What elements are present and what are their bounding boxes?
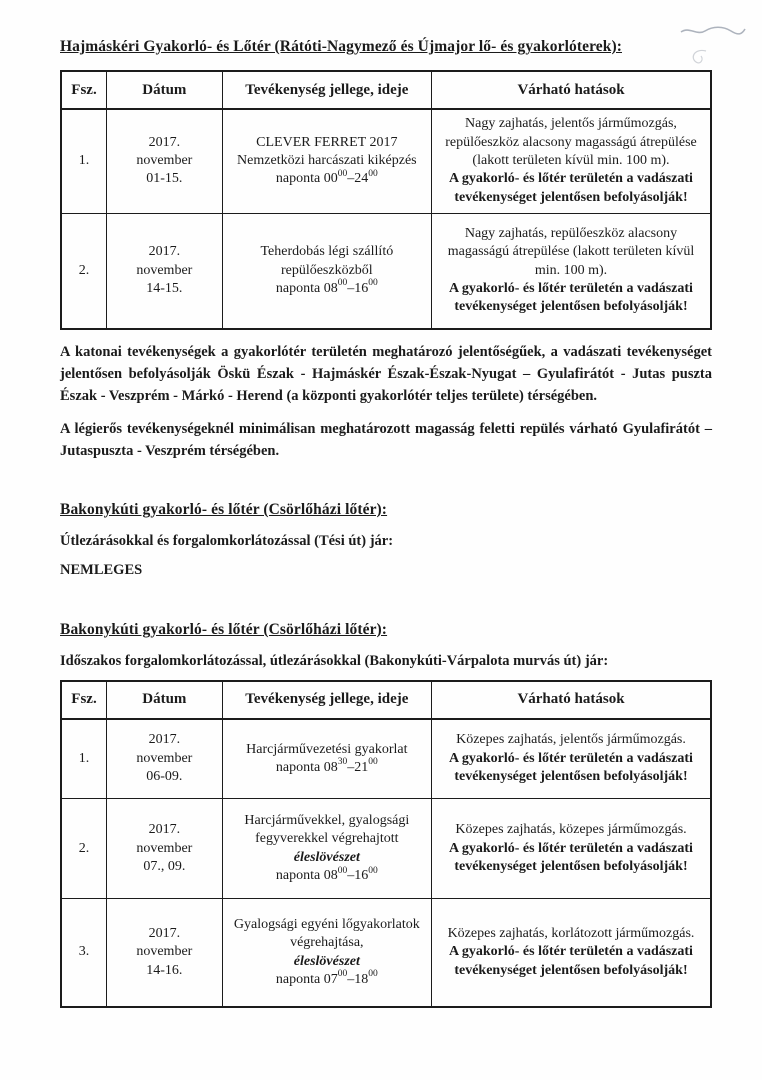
document-content bbox=[60, 38, 712, 1018]
time-start-minutes: 30 bbox=[337, 757, 348, 768]
header-effects: Várható hatások bbox=[431, 71, 711, 109]
activity-live-fire-label: éleslövészet bbox=[293, 953, 360, 969]
header-fsz: Fsz. bbox=[61, 681, 107, 719]
header-datum: Dátum bbox=[107, 681, 223, 719]
cell-effects bbox=[431, 899, 711, 1007]
cell-activity bbox=[222, 899, 431, 1007]
time-start-minutes: 00 bbox=[337, 278, 348, 289]
activity-time bbox=[230, 759, 424, 777]
time-start-minutes: 00 bbox=[337, 865, 348, 876]
date-days: 06-09. bbox=[146, 769, 183, 785]
table-row bbox=[61, 213, 711, 329]
time-start: naponta 08 bbox=[275, 760, 338, 775]
time-end-minutes: 00 bbox=[368, 969, 378, 980]
cell-fsz: 2. bbox=[61, 213, 107, 329]
time-start-minutes: 00 bbox=[337, 168, 348, 179]
activity-live-fire-label: éleslövészet bbox=[293, 849, 360, 865]
section2-heading: Bakonykúti gyakorló- és lőtér (Csörlőházi lőtér): bbox=[60, 500, 388, 518]
table-row bbox=[61, 109, 711, 213]
header-fsz: Fsz. bbox=[61, 71, 107, 109]
time-end: –16 bbox=[347, 868, 369, 884]
table-row bbox=[61, 719, 711, 799]
activity-text: Teherdobás légi szállító repülőeszközből bbox=[260, 244, 394, 278]
activity-text: Harcjárművezetési gyakorlat bbox=[246, 741, 408, 757]
time-end: –24 bbox=[347, 171, 369, 187]
section2-answer: NEMLEGES bbox=[60, 561, 143, 578]
section1-heading: Hajmáskéri Gyakorló- és Lőtér (Rátóti-Nagymező és Újmajor lő- és gyakorlóterek): bbox=[60, 38, 622, 55]
spacer bbox=[60, 605, 712, 621]
time-start: naponta 07 bbox=[275, 971, 338, 987]
cell-datum bbox=[107, 899, 223, 1007]
activity-time bbox=[230, 280, 424, 298]
time-start: naponta 08 bbox=[275, 280, 338, 296]
time-end-minutes: 00 bbox=[368, 757, 378, 768]
cell-effects bbox=[431, 719, 711, 799]
header-activity: Tevékenység jellege, ideje bbox=[222, 681, 431, 719]
table-row bbox=[61, 799, 711, 899]
activity-time bbox=[230, 971, 424, 989]
cell-activity bbox=[222, 213, 431, 329]
cell-effects bbox=[431, 109, 711, 213]
spacer bbox=[60, 579, 712, 605]
cell-activity bbox=[222, 799, 431, 899]
cell-fsz: 1. bbox=[61, 719, 107, 799]
table-header-row bbox=[61, 71, 711, 109]
effect-text: Nagy zajhatás, repülőeszköz alacsony magasságú átrepülése (lakott területen kívül min. 100 m). bbox=[447, 225, 695, 278]
cell-effects bbox=[431, 213, 711, 329]
activity-text: CLEVER FERRET 2017 Nemzetközi harcászati kiképzés bbox=[237, 134, 417, 169]
date-year: 2017. bbox=[148, 134, 181, 150]
bakonykuti-schedule-table bbox=[60, 680, 712, 1008]
time-end: –16 bbox=[347, 280, 369, 296]
cell-activity bbox=[222, 109, 431, 213]
date-days: 14-15. bbox=[146, 280, 183, 296]
time-start-minutes: 00 bbox=[337, 969, 348, 980]
date-days: 07., 09. bbox=[143, 858, 186, 874]
cell-effects bbox=[431, 799, 711, 899]
section3-subtitle: Időszakos forgalomkorlátozással, útlezárásokkal (Bakonykúti-Várpalota murvás út) jár: bbox=[60, 652, 609, 669]
cell-activity bbox=[222, 719, 431, 799]
hajmaskeri-schedule-table bbox=[60, 70, 712, 330]
date-month: november bbox=[136, 840, 193, 856]
paragraph-airforce-impact: A légierős tevékenységeknél minimálisan meghatározott magasság feletti repülés várható Gyulafirátót – Jutaspuszta - Veszprém térségében. bbox=[60, 421, 712, 459]
header-effects: Várható hatások bbox=[431, 681, 711, 719]
date-days: 01-15. bbox=[146, 171, 183, 187]
date-year: 2017. bbox=[148, 925, 181, 941]
time-start: naponta 00 bbox=[275, 171, 338, 187]
spacer bbox=[60, 475, 712, 501]
activity-main: Harcjárművekkel, gyalogsági fegyverekkel végrehajtott bbox=[244, 812, 410, 847]
date-month: november bbox=[136, 944, 193, 960]
effect-warning: A gyakorló- és lőtér területén a vadászati tevékenységet jelentősen befolyásolják! bbox=[449, 840, 693, 874]
date-year: 2017. bbox=[148, 822, 181, 838]
time-end: –21 bbox=[347, 760, 369, 775]
section2-subtitle: Útlezárásokkal és forgalomkorlátozással (Tési út) jár: bbox=[60, 532, 394, 549]
time-start: naponta 08 bbox=[275, 868, 338, 884]
activity-text bbox=[230, 812, 424, 867]
effect-warning: A gyakorló- és lőtér területén a vadászati tevékenységet jelentősen befolyásolják! bbox=[449, 171, 693, 205]
effect-warning: A gyakorló- és lőtér területén a vadászati tevékenységet jelentősen befolyásolják! bbox=[449, 750, 693, 785]
activity-text: Gyalogsági egyéni lőgyakorlatok végrehajtása, bbox=[233, 916, 420, 951]
effect-text: Közepes zajhatás, jelentős járműmozgás. bbox=[456, 732, 686, 748]
effect-warning: A gyakorló- és lőtér területén a vadászati tevékenységet jelentősen befolyásolják! bbox=[449, 944, 693, 978]
cell-fsz: 2. bbox=[61, 799, 107, 899]
header-datum: Dátum bbox=[107, 71, 223, 109]
effect-text: Nagy zajhatás, jelentős járműmozgás, repülőeszköz alacsony magasságú átrepülése (lakott területen kívül min. 100 m). bbox=[445, 116, 697, 169]
cell-datum bbox=[107, 109, 223, 213]
date-month: november bbox=[136, 262, 193, 278]
cell-datum bbox=[107, 799, 223, 899]
header-activity: Tevékenység jellege, ideje bbox=[222, 71, 431, 109]
date-days: 14-16. bbox=[146, 962, 183, 978]
date-year: 2017. bbox=[148, 732, 181, 748]
cell-fsz: 1. bbox=[61, 109, 107, 213]
cell-datum bbox=[107, 213, 223, 329]
activity-time bbox=[230, 867, 424, 885]
date-year: 2017. bbox=[148, 244, 181, 260]
effect-text: Közepes zajhatás, közepes járműmozgás. bbox=[455, 822, 687, 838]
effect-warning: A gyakorló- és lőtér területén a vadászati tevékenységet jelentősen befolyásolják! bbox=[449, 280, 693, 315]
paragraph-military-impact: A katonai tevékenységek a gyakorlótér területén meghatározó jelentőségűek, a vadászati tevékenységet jelentősen befolyásolják Öskü Észak - Hajmáskér Észak-Észak-Nyugat – Gyulafirátót - Jutas puszta Észak - Veszprém - Márkó - Herend (a központi gyakorlótér teljes területe) térségében. bbox=[60, 344, 712, 404]
time-end: –18 bbox=[347, 971, 369, 987]
activity-time bbox=[230, 170, 424, 188]
date-month: november bbox=[136, 750, 193, 766]
time-end-minutes: 00 bbox=[368, 278, 378, 289]
effect-text: Közepes zajhatás, korlátozott járműmozgás. bbox=[447, 925, 695, 941]
table-header-row bbox=[61, 681, 711, 719]
table-row bbox=[61, 899, 711, 1007]
section3-heading: Bakonykúti gyakorló- és lőtér (Csörlőházi lőtér): bbox=[60, 620, 388, 638]
cell-fsz: 3. bbox=[61, 899, 107, 1007]
date-month: november bbox=[136, 153, 193, 169]
time-end-minutes: 00 bbox=[368, 865, 378, 876]
time-end-minutes: 00 bbox=[368, 168, 378, 179]
cell-datum bbox=[107, 719, 223, 799]
